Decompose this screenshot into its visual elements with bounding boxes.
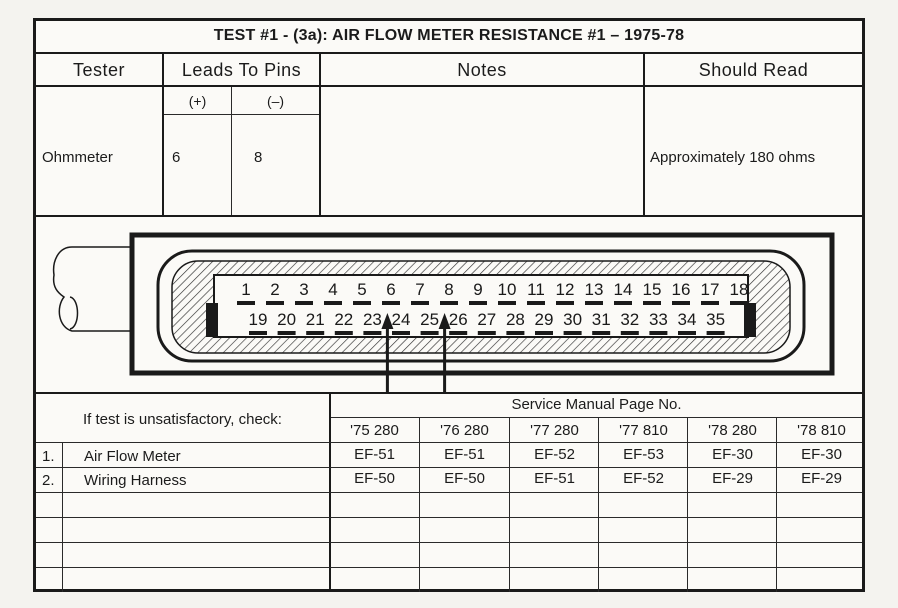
page-ref: EF-50 <box>444 470 485 487</box>
pin-label: 27 <box>477 310 497 329</box>
pin-label: 30 <box>563 310 583 329</box>
pin-label: 31 <box>591 310 611 329</box>
pin-label: 16 <box>671 280 691 299</box>
pin-contact <box>306 331 324 335</box>
column-header: '78 810 <box>797 422 846 439</box>
plus-pin-value: 6 <box>172 149 181 166</box>
page-ref: EF-51 <box>534 470 575 487</box>
page-ref: EF-30 <box>801 446 842 463</box>
pin-label: 29 <box>534 310 554 329</box>
page-ref: EF-30 <box>712 446 753 463</box>
pin-contact <box>335 331 353 335</box>
pin-contact <box>614 301 632 305</box>
key-right <box>744 303 756 337</box>
pin-label: 5 <box>357 280 367 299</box>
pin-label: 26 <box>448 310 468 329</box>
pin-contact <box>353 301 371 305</box>
pin-label: 32 <box>620 310 640 329</box>
page-ref: EF-53 <box>623 446 664 463</box>
pin-label: 24 <box>391 310 411 329</box>
pin-contact <box>266 301 284 305</box>
pin-label: 14 <box>613 280 633 299</box>
pin-label: 7 <box>415 280 425 299</box>
pin-contact <box>564 331 582 335</box>
column-header: '78 280 <box>708 422 757 439</box>
pin-label: 28 <box>505 310 525 329</box>
tester-value: Ohmmeter <box>42 149 113 166</box>
row-number: 1. <box>42 448 55 465</box>
divider <box>36 52 862 54</box>
divider <box>36 392 862 394</box>
pin-contact <box>672 301 690 305</box>
pin-label: 10 <box>497 280 517 299</box>
minus-pin-value: 8 <box>254 149 263 166</box>
pin-contact <box>421 331 439 335</box>
pin-label: 1 <box>241 280 251 299</box>
page-ref: EF-29 <box>712 470 753 487</box>
key-left <box>206 303 218 337</box>
pin-contact <box>278 331 296 335</box>
pin-contact <box>363 331 381 335</box>
pin-label: 20 <box>277 310 297 329</box>
pin-label: 8 <box>444 280 454 299</box>
pin-label: 2 <box>270 280 280 299</box>
pin-label: 25 <box>420 310 440 329</box>
column-header: '77 280 <box>530 422 579 439</box>
pin-contact <box>295 301 313 305</box>
pin-contact <box>643 301 661 305</box>
pin-label: 35 <box>706 310 726 329</box>
pin-contact <box>411 301 429 305</box>
empty-row <box>36 567 862 568</box>
test-sheet <box>33 18 865 592</box>
pin-contact <box>707 331 725 335</box>
pin-label: 22 <box>334 310 354 329</box>
divider <box>36 85 862 87</box>
check-item: Wiring Harness <box>84 472 187 489</box>
page-ref: EF-52 <box>534 446 575 463</box>
pin-contact <box>506 331 524 335</box>
empty-row <box>36 542 862 543</box>
pin-contact <box>678 331 696 335</box>
pin-label: 15 <box>642 280 662 299</box>
pin-contact <box>649 331 667 335</box>
pin-contact <box>478 331 496 335</box>
pin-label: 21 <box>305 310 325 329</box>
subheader-minus: (–) <box>266 93 285 109</box>
pin-label: 4 <box>328 280 338 299</box>
pin-label: 17 <box>700 280 720 299</box>
subheader-plus: (+) <box>188 93 207 109</box>
check-label: If test is unsatisfactory, check: <box>83 411 282 428</box>
pin-label: 3 <box>299 280 309 299</box>
check-item: Air Flow Meter <box>84 448 181 465</box>
pin-label: 19 <box>248 310 268 329</box>
column-header: '75 280 <box>350 422 399 439</box>
page-ref: EF-51 <box>354 446 395 463</box>
pin-contact <box>469 301 487 305</box>
row-number: 2. <box>42 472 55 489</box>
pin-label: 13 <box>584 280 604 299</box>
service-manual-label: Service Manual Page No. <box>511 396 682 413</box>
pin-contact <box>498 301 516 305</box>
pin-contact <box>382 301 400 305</box>
page-ref: EF-50 <box>354 470 395 487</box>
page-ref: EF-51 <box>444 446 485 463</box>
pin-contact <box>449 331 467 335</box>
page-ref: EF-29 <box>801 470 842 487</box>
pin-label: 34 <box>677 310 697 329</box>
pin-contact <box>592 331 610 335</box>
column-header: '77 810 <box>619 422 668 439</box>
pin-contact <box>324 301 342 305</box>
sheet-title: TEST #1 - (3a): AIR FLOW METER RESISTANCE #1 – 1975-78 <box>213 27 685 44</box>
pin-contact <box>392 331 410 335</box>
pin-label: 18 <box>729 280 749 299</box>
pin-contact <box>701 301 719 305</box>
pin-contact <box>621 331 639 335</box>
page-ref: EF-52 <box>623 470 664 487</box>
header-tester: Tester <box>72 60 126 80</box>
pin-contact <box>556 301 574 305</box>
header-leads: Leads To Pins <box>181 60 302 80</box>
pin-contact <box>237 301 255 305</box>
pin-contact <box>730 301 748 305</box>
column-header: '76 280 <box>440 422 489 439</box>
pin-label: 23 <box>362 310 382 329</box>
pin-contact <box>535 331 553 335</box>
empty-row <box>36 517 862 518</box>
connector-diagram <box>36 217 862 393</box>
wire-bundle <box>54 247 134 331</box>
header-notes: Notes <box>457 60 507 80</box>
pin-label: 12 <box>555 280 575 299</box>
pin-label: 6 <box>386 280 396 299</box>
pin-label: 33 <box>648 310 668 329</box>
pin-label: 9 <box>473 280 483 299</box>
pin-contact <box>440 301 458 305</box>
should-read-value: Approximately 180 ohms <box>650 149 816 166</box>
header-should-read: Should Read <box>698 60 809 80</box>
pin-contact <box>249 331 267 335</box>
pin-contact <box>585 301 603 305</box>
pin-contact <box>527 301 545 305</box>
pin-label: 11 <box>527 280 545 299</box>
